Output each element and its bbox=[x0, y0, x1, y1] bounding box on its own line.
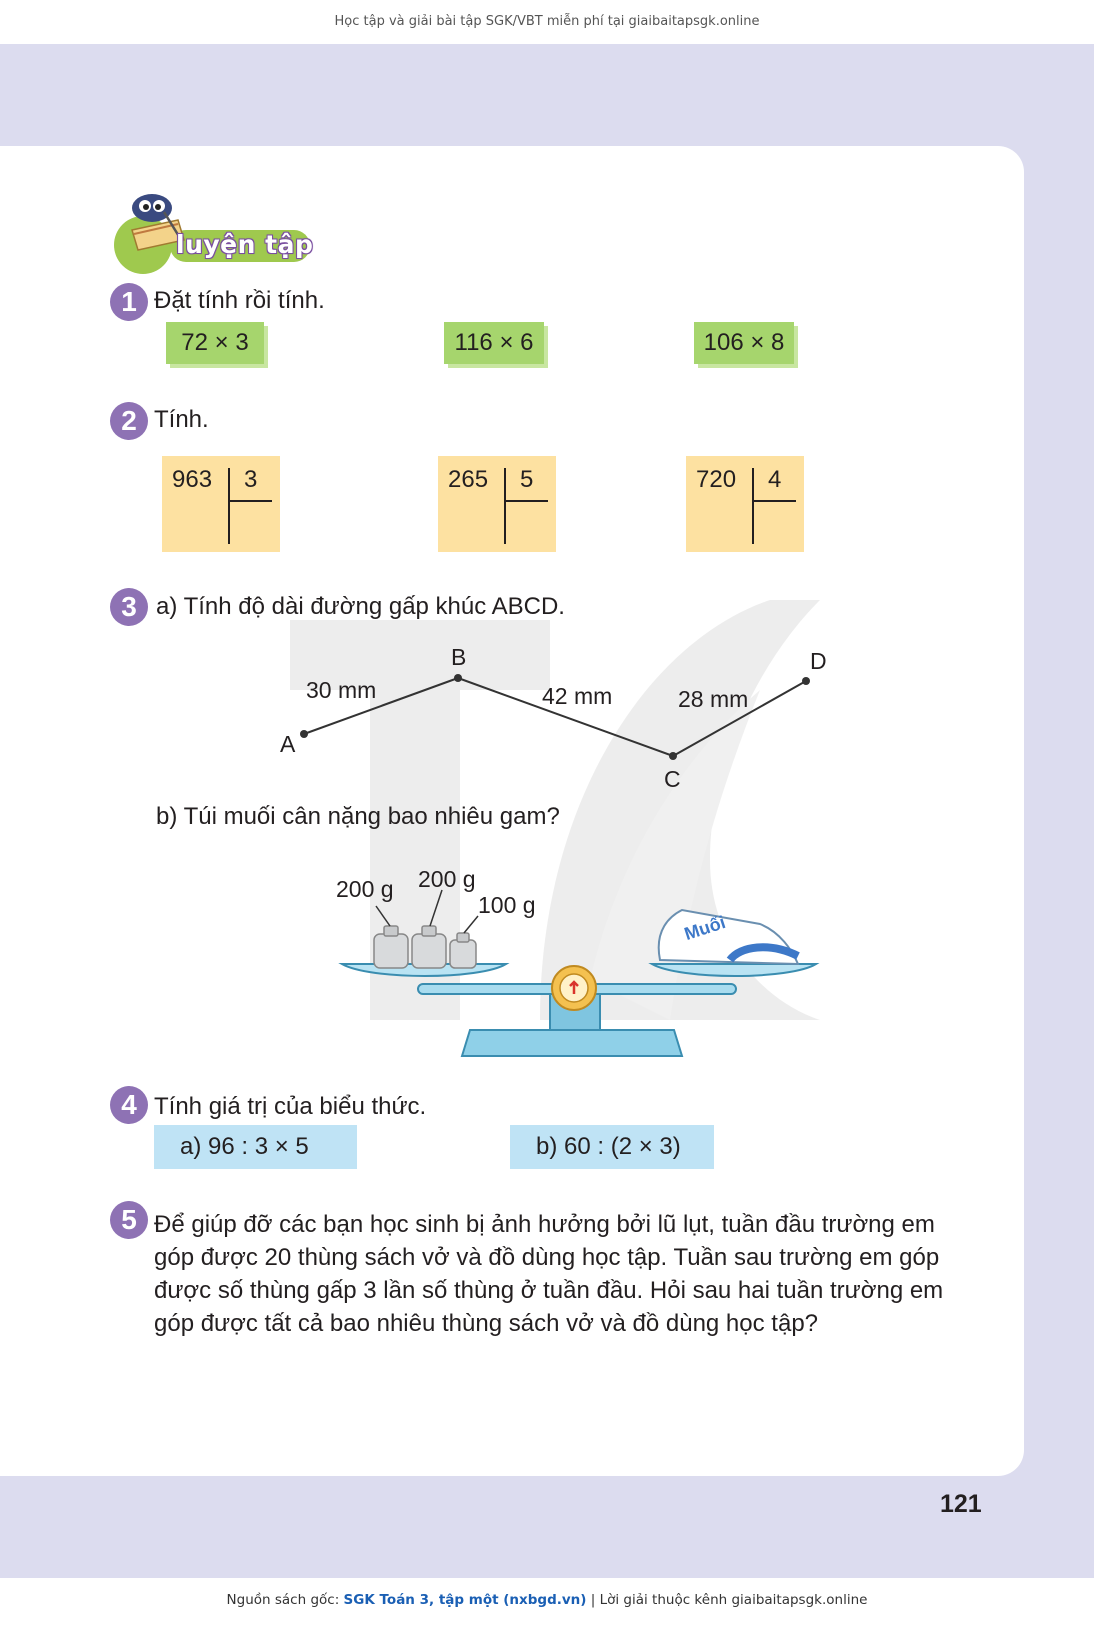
exercise-2-prompt: Tính. bbox=[154, 406, 209, 433]
segment-label-cd: 28 mm bbox=[678, 686, 749, 712]
exercise-5-line: được số thùng gấp 3 lần số thùng ở tuần đầu. Hỏi sau hai tuần trường em bbox=[154, 1277, 944, 1304]
weight-label: 200 g bbox=[418, 866, 476, 892]
weight-label: 100 g bbox=[478, 892, 536, 918]
page-number: 121 bbox=[940, 1490, 982, 1518]
weight-label: 200 g bbox=[336, 876, 394, 902]
footer-source-link[interactable]: SGK Toán 3, tập một (nxbgd.vn) bbox=[343, 1592, 587, 1608]
point-c bbox=[669, 752, 677, 760]
top-banner-text: Học tập và giải bài tập SGK/VBT miễn phí tại giaibaitapsgk.online bbox=[334, 14, 760, 29]
exercise-5-line: Để giúp đỡ các bạn học sinh bị ảnh hưởng bởi lũ lụt, tuần đầu trường em bbox=[154, 1211, 935, 1238]
exercise-4-prompt: Tính giá trị của biểu thức. bbox=[154, 1093, 427, 1120]
point-label-b: B bbox=[451, 644, 467, 670]
exercise-1-badge: 1 bbox=[110, 283, 148, 321]
exercise-5-badge: 5 bbox=[110, 1201, 148, 1239]
footer-suffix: | Lời giải thuộc kênh giaibaitapsgk.online bbox=[586, 1592, 868, 1608]
exercise-1-item: 106 × 8 bbox=[694, 322, 794, 364]
segment-label-ab: 30 mm bbox=[306, 677, 377, 703]
balance-scale-illustration bbox=[330, 860, 830, 1070]
exercise-4-badge: 4 bbox=[110, 1086, 148, 1124]
exercise-4-item: a) 96 : 3 × 5 bbox=[154, 1125, 357, 1169]
segment-label-bc: 42 mm bbox=[542, 683, 613, 709]
point-d bbox=[802, 677, 810, 685]
footer-prefix: Nguồn sách gốc: bbox=[226, 1592, 344, 1608]
division-divisor: 4 bbox=[768, 466, 782, 493]
exercise-3a-prompt: a) Tính độ dài đường gấp khúc ABCD. bbox=[156, 593, 565, 620]
division-divisor: 5 bbox=[520, 466, 534, 493]
exercise-3-badge: 3 bbox=[110, 588, 148, 626]
division-dividend: 265 bbox=[448, 466, 489, 493]
division-dividend: 963 bbox=[172, 466, 213, 493]
point-label-d: D bbox=[810, 648, 827, 674]
exercise-1-item: 72 × 3 bbox=[166, 322, 264, 364]
footer bbox=[0, 1578, 1094, 1626]
exercise-4-item: b) 60 : (2 × 3) bbox=[510, 1125, 714, 1169]
exercise-5-problem bbox=[154, 1208, 966, 1340]
division-dividend: 720 bbox=[696, 466, 737, 493]
salt-bag-label: Muối bbox=[681, 912, 728, 945]
point-label-c: C bbox=[664, 766, 681, 792]
exercise-1-prompt: Đặt tính rồi tính. bbox=[154, 287, 325, 314]
division-divisor: 3 bbox=[244, 466, 258, 493]
point-b bbox=[454, 674, 462, 682]
section-title: luyện tập bbox=[176, 230, 314, 259]
exercise-5-line: góp được 20 thùng sách vở và đồ dùng học tập. Tuần sau trường em góp bbox=[154, 1244, 940, 1271]
point-label-a: A bbox=[280, 731, 296, 757]
exercise-3b-prompt: b) Túi muối cân nặng bao nhiêu gam? bbox=[156, 803, 560, 830]
exercise-1-item: 116 × 6 bbox=[444, 322, 544, 364]
point-a bbox=[300, 730, 308, 738]
exercise-5-line: góp được tất cả bao nhiêu thùng sách vở và đồ dùng học tập? bbox=[154, 1310, 819, 1337]
exercise-2-badge: 2 bbox=[110, 402, 148, 440]
